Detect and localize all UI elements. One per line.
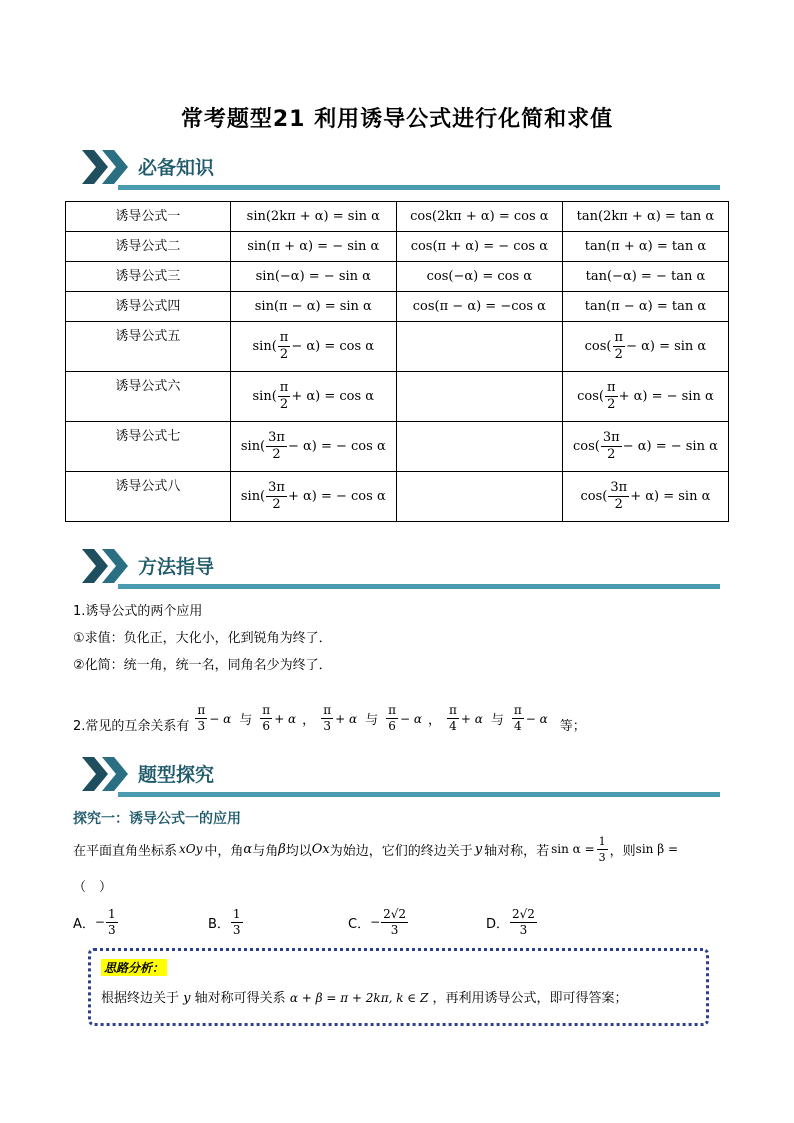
section-title: 方法指导	[138, 556, 215, 578]
option-fraction	[381, 907, 408, 938]
formula-row	[66, 202, 729, 232]
formula-tan-cell: tan(π + α) = tan α	[562, 232, 728, 262]
fraction-denominator: 3	[323, 719, 331, 733]
fraction-denominator: 2	[614, 347, 623, 362]
formula-sin-cell	[230, 472, 396, 522]
answer-option[interactable]	[486, 904, 537, 940]
formula-fraction	[608, 480, 629, 513]
formula-tan-cell	[562, 372, 728, 422]
question-math: xOy	[179, 842, 203, 856]
formula-name: 诱导公式三	[66, 262, 231, 292]
complement-pairs	[189, 703, 553, 734]
method-line-3: ②化简：统一角，统一名，同角名少为终了．	[73, 658, 332, 673]
formula-tan-cell	[562, 472, 728, 522]
pair-fraction	[195, 703, 207, 734]
fraction-denominator: 2	[607, 447, 616, 462]
pair-fraction	[386, 703, 398, 734]
fraction-denominator: 4	[513, 719, 522, 733]
fraction-numerator: 1	[598, 834, 606, 848]
formula-prefix: sin(	[252, 389, 277, 404]
formula-suffix: − α) = − sin α	[622, 439, 718, 454]
formula-prefix: sin(	[240, 439, 266, 454]
pair-fraction	[260, 703, 272, 734]
option-fraction	[231, 907, 243, 938]
method-line-1: 1.诱导公式的两个应用	[73, 604, 203, 619]
fraction-numerator: 1	[232, 906, 241, 921]
question-segment: 中，角	[204, 843, 244, 859]
option-label: C．	[348, 916, 371, 932]
pair-operator: + α	[460, 711, 483, 726]
formula-row	[66, 372, 729, 422]
method-line-4-end: 等；	[559, 719, 586, 734]
question-math: α	[243, 841, 253, 857]
double-chevron-icon	[80, 755, 132, 793]
section-title: 必备知识	[138, 157, 215, 179]
complement-pair	[321, 703, 422, 734]
analysis-tag: 思路分析：	[101, 959, 167, 976]
question-fraction	[597, 834, 608, 865]
fraction-denominator: 2	[272, 497, 281, 512]
fraction-denominator: 2	[614, 497, 623, 512]
pair-conjunction: 与	[490, 713, 504, 728]
question-math: y	[474, 841, 483, 857]
formula-fraction	[601, 430, 622, 463]
double-chevron-icon	[80, 148, 132, 186]
question-segment: 与角	[252, 843, 279, 859]
fraction-denominator: 2	[272, 447, 281, 462]
pair-fraction	[321, 703, 333, 734]
analysis-box	[88, 948, 709, 1026]
formula-suffix: + α) = cos α	[291, 389, 375, 404]
option-label: A．	[73, 916, 95, 932]
complement-pair	[195, 703, 296, 734]
formula-name: 诱导公式二	[66, 232, 231, 262]
formula-sin-cell: sin(−α) = − sin α	[230, 262, 396, 292]
fraction-denominator: 4	[449, 719, 457, 733]
formula-fraction	[613, 330, 626, 363]
fraction-denominator: 3	[232, 922, 241, 937]
fraction-denominator: 3	[390, 922, 399, 937]
formula-fraction	[605, 380, 618, 413]
question-segment: 在平面直角坐标系	[73, 843, 178, 859]
answer-option[interactable]	[208, 904, 243, 940]
fraction-numerator: π	[607, 380, 616, 395]
section-title: 题型探究	[138, 764, 215, 786]
formula-cos-cell: cos(−α) = cos α	[396, 262, 562, 292]
method-line-4-prefix: 2.常见的互余关系有	[73, 719, 190, 734]
fraction-denominator: 6	[262, 719, 271, 733]
option-fraction	[510, 907, 537, 938]
formula-table	[65, 201, 729, 522]
formula-suffix: + α) = − cos α	[287, 489, 386, 504]
formula-name: 诱导公式六	[66, 372, 231, 422]
explore-heading: 探究一：诱导公式一的应用	[73, 811, 241, 827]
question-segment: 均以	[285, 843, 312, 859]
formula-row	[66, 262, 729, 292]
question-text	[73, 832, 733, 866]
option-sign: −	[94, 915, 105, 929]
fraction-denominator: 3	[598, 850, 606, 864]
formula-tan-cell	[562, 422, 728, 472]
fraction-denominator: 3	[519, 922, 528, 937]
method-line-2: ①求值：负化正，大化小，化到锐角为终了．	[73, 631, 332, 646]
formula-suffix: − α) = cos α	[291, 339, 375, 354]
formula-fraction	[278, 380, 291, 413]
formula-tan-cell: tan(π − α) = tan α	[562, 292, 728, 322]
formula-row	[66, 322, 729, 372]
formula-cos-cell	[396, 372, 562, 422]
section-divider	[118, 584, 720, 589]
method-line-4	[73, 690, 586, 734]
formula-row	[66, 422, 729, 472]
formula-sin-cell: sin(π + α) = − sin α	[230, 232, 396, 262]
fraction-denominator: 3	[107, 922, 116, 937]
fraction-denominator: 6	[388, 719, 396, 733]
fraction-denominator: 2	[607, 397, 616, 412]
fraction-numerator: π	[323, 703, 332, 717]
question-math: sin α =	[551, 842, 595, 856]
formula-tan-cell: tan(−α) = − tan α	[562, 262, 728, 292]
analysis-segment: 轴对称可得关系	[194, 991, 286, 1006]
pair-operator: − α	[399, 711, 422, 726]
formula-sin-cell	[230, 372, 396, 422]
formula-row	[66, 292, 729, 322]
option-fraction	[106, 907, 118, 938]
fraction-numerator: 1	[107, 906, 116, 921]
formula-sin-cell	[230, 422, 396, 472]
formula-prefix: cos(	[580, 489, 608, 504]
formula-cos-cell	[396, 472, 562, 522]
pair-operator: + α	[274, 711, 297, 726]
fraction-numerator: 3π	[268, 480, 285, 495]
fraction-denominator: 2	[279, 397, 289, 412]
formula-cos-cell: cos(π − α) = −cos α	[396, 292, 562, 322]
formula-name: 诱导公式一	[66, 202, 231, 232]
pair-separator: ，	[302, 713, 316, 728]
analysis-text	[101, 987, 628, 1006]
fraction-numerator: π	[513, 703, 522, 717]
double-chevron-icon	[80, 547, 132, 585]
answer-option[interactable]	[73, 904, 118, 940]
question-math: sin β =	[635, 842, 679, 856]
fraction-numerator: π	[279, 380, 289, 395]
section-header-knowledge	[80, 148, 720, 190]
formula-name: 诱导公式七	[66, 422, 231, 472]
formula-name: 诱导公式五	[66, 322, 231, 372]
formula-row	[66, 232, 729, 262]
pair-fraction	[512, 703, 524, 734]
complement-pair	[447, 703, 548, 734]
fraction-numerator: π	[262, 703, 271, 717]
analysis-segment: ，再利用诱导公式，即可得答案；	[432, 991, 628, 1006]
formula-cos-cell	[396, 422, 562, 472]
question-segment: 为始边，它们的终边关于	[329, 843, 473, 859]
question-math: β	[278, 841, 286, 857]
analysis-segment: 根据终边关于	[101, 991, 180, 1006]
fraction-numerator: π	[279, 330, 289, 345]
fraction-denominator: 2	[279, 347, 289, 362]
formula-cos-cell: cos(π + α) = − cos α	[396, 232, 562, 262]
pair-operator: + α	[335, 711, 358, 726]
fraction-numerator: 3π	[602, 430, 620, 445]
fraction-numerator: 3π	[268, 430, 285, 445]
fraction-numerator: π	[197, 703, 206, 717]
question-math: Ox	[311, 841, 330, 857]
formula-fraction	[266, 480, 287, 513]
analysis-math: α + β = π + 2kπ, k ∈ Z	[289, 991, 429, 1005]
fraction-denominator: 3	[197, 719, 206, 733]
fraction-numerator: 2√2	[383, 906, 407, 921]
formula-row	[66, 472, 729, 522]
formula-cos-cell: cos(2kπ + α) = cos α	[396, 202, 562, 232]
fraction-numerator: π	[388, 703, 396, 717]
answer-option[interactable]	[348, 904, 408, 940]
fraction-numerator: π	[448, 703, 457, 717]
question-segment: 轴对称，若	[484, 843, 550, 859]
option-label: B．	[208, 916, 230, 932]
formula-name: 诱导公式八	[66, 472, 231, 522]
fraction-numerator: 3π	[610, 480, 628, 495]
section-header-method	[80, 547, 720, 589]
formula-prefix: sin(	[252, 339, 277, 354]
pair-conjunction: 与	[239, 713, 253, 728]
formula-suffix: − α) = − cos α	[287, 439, 386, 454]
formula-suffix: + α) = sin α	[630, 489, 711, 504]
option-sign: −	[370, 915, 381, 929]
fraction-numerator: π	[614, 330, 624, 345]
pair-conjunction: 与	[365, 713, 379, 728]
option-label: D．	[486, 916, 510, 932]
formula-prefix: cos(	[577, 389, 605, 404]
formula-sin-cell: sin(π − α) = sin α	[230, 292, 396, 322]
formula-fraction	[278, 330, 291, 363]
pair-operator: − α	[525, 711, 548, 726]
answer-paren: （ ）	[73, 880, 113, 895]
formula-prefix: cos(	[584, 339, 612, 354]
formula-name: 诱导公式四	[66, 292, 231, 322]
formula-suffix: + α) = − sin α	[618, 389, 714, 404]
formula-tan-cell	[562, 322, 728, 372]
formula-cos-cell	[396, 322, 562, 372]
formula-fraction	[266, 430, 287, 463]
answer-options	[73, 904, 673, 944]
section-divider	[118, 792, 720, 797]
pair-fraction	[447, 703, 459, 734]
question-segment: ，则	[609, 843, 636, 859]
section-divider	[118, 185, 720, 190]
formula-prefix: cos(	[573, 439, 600, 454]
pair-operator: − α	[209, 711, 232, 726]
formula-prefix: sin(	[240, 489, 266, 504]
section-header-explore	[80, 755, 720, 797]
formula-tan-cell: tan(2kπ + α) = tan α	[562, 202, 728, 232]
page-title: 常考题型21 利用诱导公式进行化简和求值	[180, 107, 614, 132]
formula-sin-cell: sin(2kπ + α) = sin α	[230, 202, 396, 232]
formula-suffix: − α) = sin α	[626, 339, 707, 354]
fraction-numerator: 2√2	[512, 906, 535, 921]
analysis-math: y	[183, 991, 191, 1006]
formula-sin-cell	[230, 322, 396, 372]
pair-separator: ，	[427, 713, 441, 728]
